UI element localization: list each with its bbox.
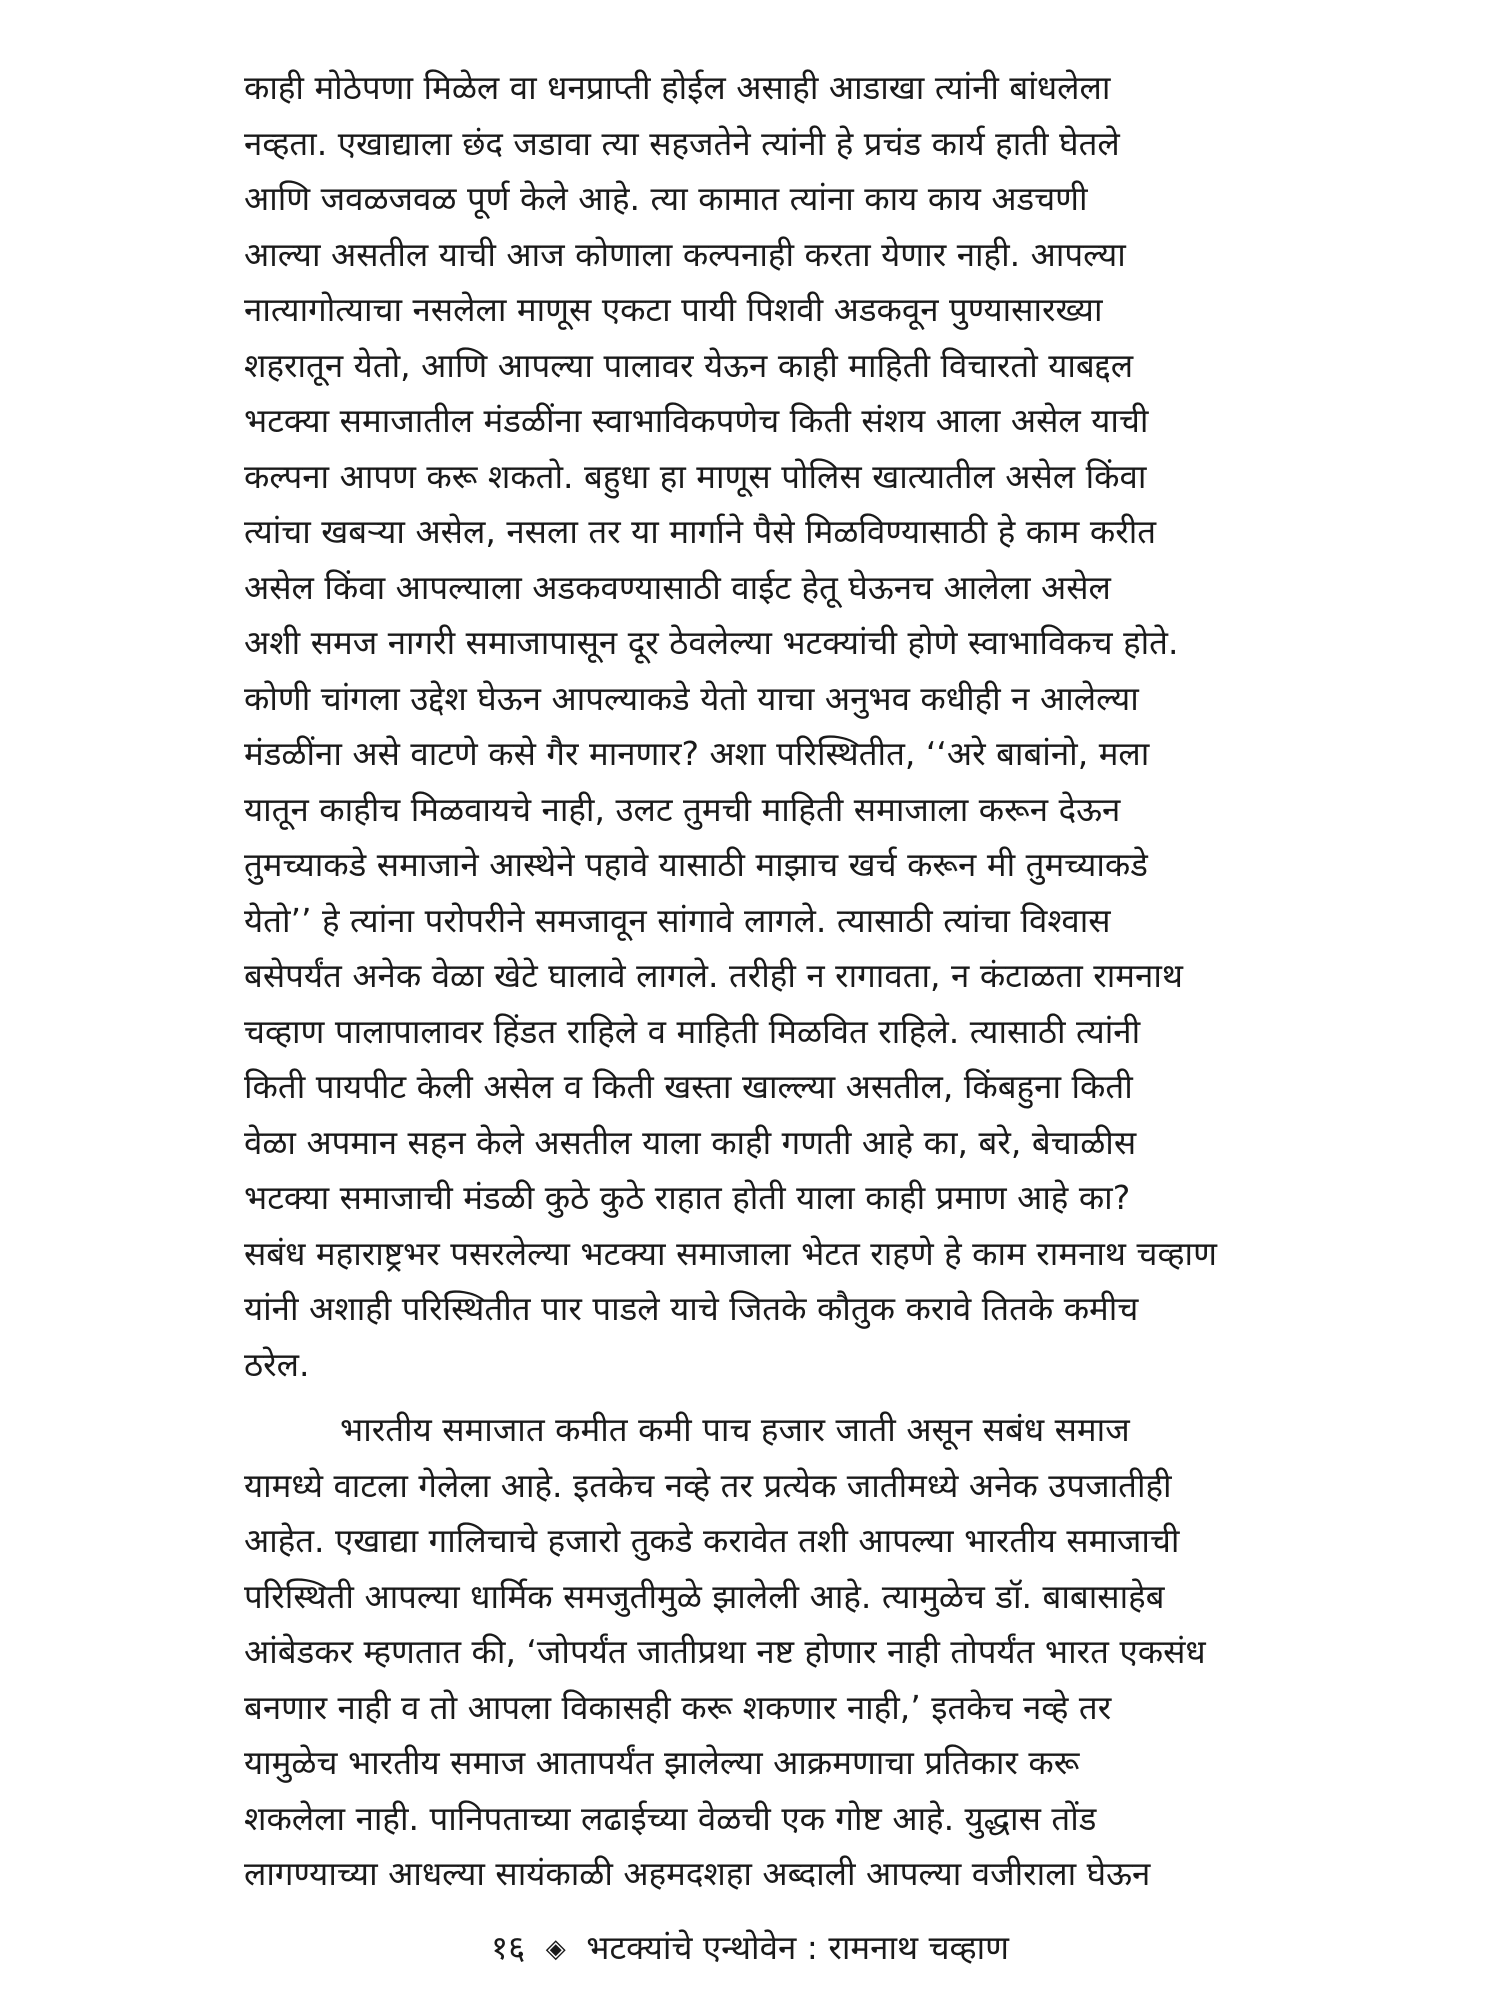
- text-line: नव्हता. एखाद्याला छंद जडावा त्या सहजतेने त्यांनी हे प्रचंड कार्य हाती घेतले: [244, 123, 1120, 163]
- body-text: [244, 60, 1262, 1902]
- text-line: यातून काहीच मिळवायचे नाही, उलट तुमची माहिती समाजाला करून देऊन: [244, 789, 1121, 829]
- book-title: भटक्यांचे एन्थोवेन: [586, 1928, 797, 1967]
- text-line: किती पायपीट केली असेल व किती खस्ता खाल्ल्या असतील, किंबहुना किती: [244, 1067, 1133, 1106]
- text-line: सबंध महाराष्ट्रभर पसरलेल्या भटक्या समाजाला भेटत राहणे हे काम रामनाथ चव्हाण: [244, 1233, 1217, 1273]
- text-line: आहेत. एखाद्या गालिचाचे हजारो तुकडे करावेत तशी आपल्या भारतीय समाजाची: [244, 1521, 1180, 1560]
- paragraph-1: [244, 60, 1262, 1392]
- paragraph-2: [244, 1402, 1262, 1902]
- text-line: यामुळेच भारतीय समाज आतापर्यंत झालेल्या आक्रमणाचा प्रतिकार करू: [244, 1743, 1080, 1782]
- text-line: चव्हाण पालापालावर हिंडत राहिले व माहिती मिळवित राहिले. त्यासाठी त्यांनी: [244, 1011, 1141, 1051]
- text-line: आंबेडकर म्हणतात की, ‘जोपर्यंत जातीप्रथा नष्ट होणार नाही तोपर्यंत भारत एकसंध: [244, 1632, 1206, 1671]
- text-line: शकलेला नाही. पानिपताच्या लढाईच्या वेळची एक गोष्ट आहे. युद्धास तोंड: [244, 1798, 1097, 1838]
- text-line: कोणी चांगला उद्देश घेऊन आपल्याकडे येतो याचा अनुभव कधीही न आलेल्या: [244, 678, 1139, 718]
- diamond-dot-icon: ◈: [545, 1934, 566, 1964]
- text-line: आल्या असतील याची आज कोणाला कल्पनाही करता येणार नाही. आपल्या: [244, 234, 1126, 274]
- text-line: बसेपर्यंत अनेक वेळा खेटे घालावे लागले. तरीही न रागावता, न कंटाळता रामनाथ: [244, 956, 1183, 995]
- text-line: यामध्ये वाटला गेलेला आहे. इतकेच नव्हे तर प्रत्येक जातीमध्ये अनेक उपजातीही: [244, 1465, 1172, 1505]
- page-number: १६: [490, 1928, 526, 1967]
- text-line: भटक्या समाजाची मंडळी कुठे कुठे राहात होती याला काही प्रमाण आहे का?: [244, 1178, 1131, 1217]
- text-line: बनणार नाही व तो आपला विकासही करू शकणार नाही,’ इतकेच नव्हे तर: [244, 1687, 1112, 1727]
- footer-colon: :: [806, 1928, 818, 1967]
- text-line: मंडळींना असे वाटणे कसे गैर मानणार? अशा परिस्थितीत, ‘‘अरे बाबांनो, मला: [244, 734, 1150, 773]
- text-line: भारतीय समाजात कमीत कमी पाच हजार जाती असून सबंध समाज: [340, 1410, 1130, 1449]
- text-line: नात्यागोत्याचा नसलेला माणूस एकटा पायी पिशवी अडकवून पुण्यासारख्या: [244, 290, 1103, 329]
- text-line: भटक्या समाजातील मंडळींना स्वाभाविकपणेच किती संशय आला असेल याची: [244, 401, 1149, 440]
- text-line: ठरेल.: [244, 1344, 310, 1384]
- text-line: तुमच्याकडे समाजाने आस्थेने पहावे यासाठी माझाच खर्च करून मी तुमच्याकडे: [244, 845, 1148, 884]
- text-line: आणि जवळजवळ पूर्ण केले आहे. त्या कामात त्यांना काय काय अडचणी: [244, 179, 1088, 218]
- author-name: रामनाथ चव्हाण: [828, 1928, 1010, 1967]
- text-line: अशी समज नागरी समाजापासून दूर ठेवलेल्या भटक्यांची होणे स्वाभाविकच होते.: [244, 623, 1179, 662]
- text-line: वेळा अपमान सहन केले असतील याला काही गणती आहे का, बरे, बेचाळीस: [244, 1122, 1137, 1162]
- text-line: परिस्थिती आपल्या धार्मिक समजुतीमुळे झालेली आहे. त्यामुळेच डॉ. बाबासाहेब: [244, 1576, 1165, 1616]
- text-line: काही मोठेपणा मिळेल वा धनप्राप्ती होईल असाही आडाखा त्यांनी बांधलेला: [244, 68, 1111, 107]
- text-line: कल्पना आपण करू शकतो. बहुधा हा माणूस पोलिस खात्यातील असेल किंवा: [244, 456, 1147, 496]
- text-line: लागण्याच्या आधल्या सायंकाळी अहमदशहा अब्दाली आपल्या वजीराला घेऊन: [244, 1854, 1151, 1893]
- text-line: येतो’’ हे त्यांना परोपरीने समजावून सांगावे लागले. त्यासाठी त्यांचा विश्वास: [244, 900, 1111, 940]
- page-footer: [0, 1926, 1500, 1971]
- text-line: असेल किंवा आपल्याला अडकवण्यासाठी वाईट हेतू घेऊनच आलेला असेल: [244, 567, 1111, 607]
- text-line: शहरातून येतो, आणि आपल्या पालावर येऊन काही माहिती विचारतो याबद्दल: [244, 345, 1134, 385]
- text-line: यांनी अशाही परिस्थितीत पार पाडले याचे जितके कौतुक करावे तितके कमीच: [244, 1289, 1139, 1328]
- text-line: त्यांचा खबऱ्या असेल, नसला तर या मार्गाने पैसे मिळविण्यासाठी हे काम करीत: [244, 512, 1157, 551]
